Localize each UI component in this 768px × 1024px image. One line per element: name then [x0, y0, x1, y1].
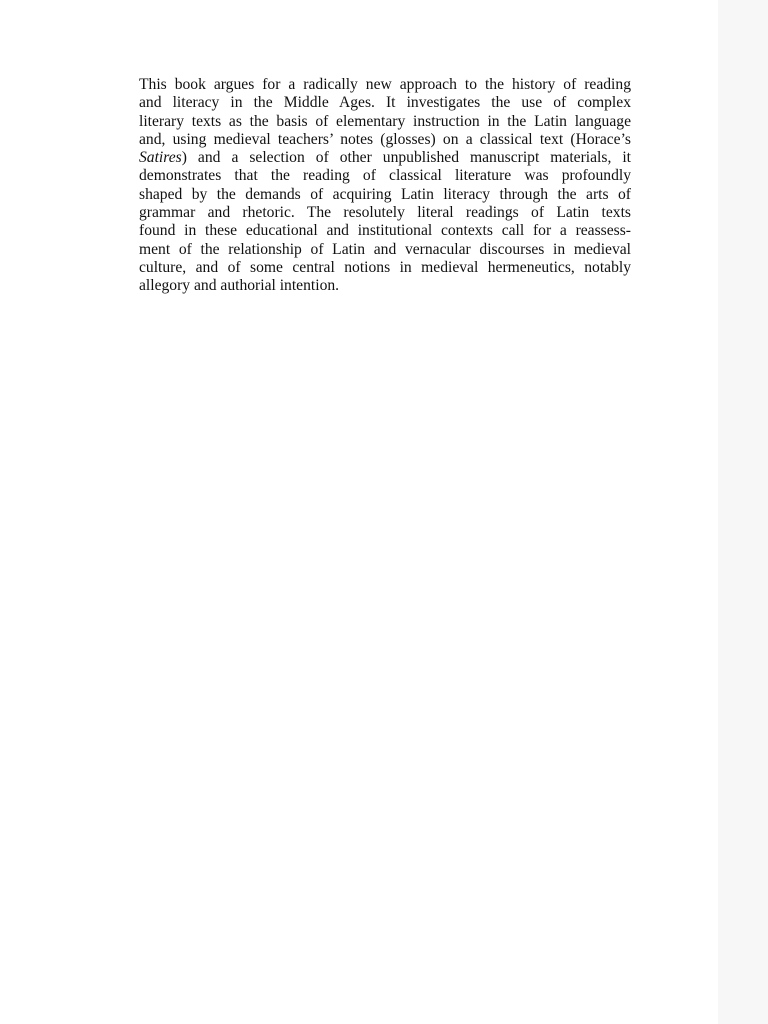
page-margin-shade: [718, 0, 768, 1024]
text-line: and literacy in the Middle Ages. It investigates the use of complex: [139, 94, 631, 112]
text-line: and, using medieval teachers’ notes (glosses) on a classical text (Horace’s: [139, 130, 631, 148]
text-line-rest: ) and a selection of other unpublished manuscript materials, it: [181, 149, 631, 167]
text-line: grammar and rhetoric. The resolutely literal readings of Latin texts: [139, 204, 631, 222]
text-line: demonstrates that the reading of classical literature was profoundly: [139, 167, 631, 185]
text-line: literary texts as the basis of elementary instruction in the Latin language: [139, 112, 631, 130]
text-line: [139, 149, 631, 167]
text-line: found in these educational and institutional contexts call for a reassess-: [139, 222, 631, 240]
italic-title: Satires: [139, 149, 182, 167]
text-line: ment of the relationship of Latin and vernacular discourses in medieval: [139, 240, 631, 258]
book-description: [139, 76, 631, 296]
text-line: allegory and authorial intention.: [139, 277, 340, 295]
text-line: This book argues for a radically new approach to the history of reading: [139, 76, 631, 93]
text-line: culture, and of some central notions in medieval hermeneutics, notably: [139, 258, 631, 276]
text-line: shaped by the demands of acquiring Latin literacy through the arts of: [139, 185, 631, 203]
